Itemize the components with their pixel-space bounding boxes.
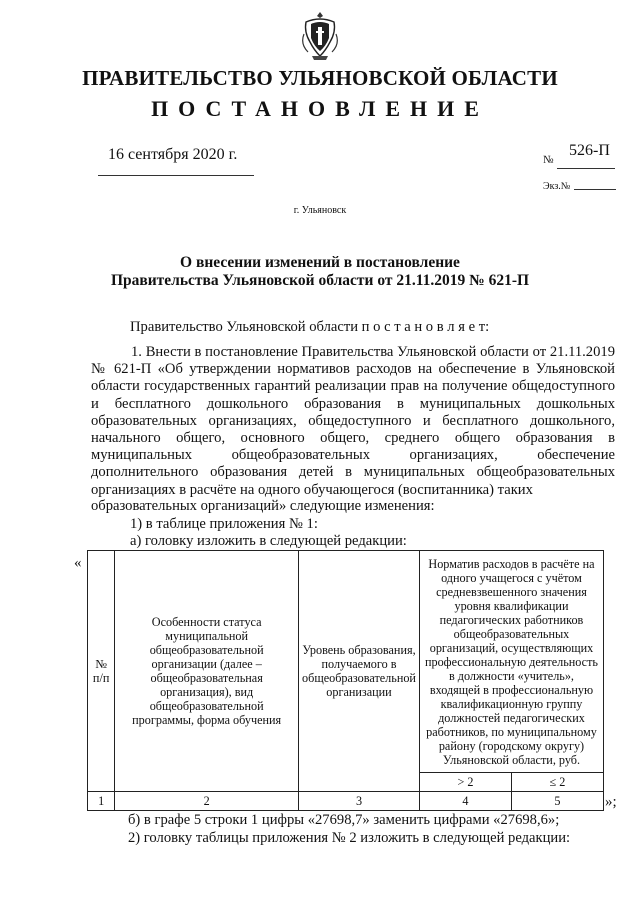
column-number-header: № п/п	[88, 551, 115, 792]
column-norm-header: Норматив расходов в расчёте на одного учащегося с учётом средневзвешенного значения уровня квалификации педагогических работников общеобразовательных организаций, осуществляющих профессиональную деятельность в должности «учитель», входящей в профессиональную квалификационную группу должностей педагогических работников, по муниципальному району (городскому округу) Ульяновской области, руб.	[419, 551, 603, 773]
date-underline	[98, 175, 254, 176]
item-1-paragraph	[91, 344, 615, 499]
number-sign: №	[543, 154, 554, 166]
document-number: 526-П	[569, 142, 610, 159]
city: г. Ульяновск	[293, 205, 347, 216]
ulyanovsk-coat-of-arms-icon	[300, 10, 340, 62]
table-header-appendix-1	[87, 550, 604, 811]
item-1-subitem-1a: а) головку изложить в следующей редакции:	[130, 533, 407, 549]
copy-number-label: Экз.№	[543, 181, 571, 192]
opening-quote: «	[74, 555, 82, 571]
column-level-header: Уровень образования, получаемого в общеобразовательной организации	[299, 551, 420, 792]
subcolumn-less-equal-2: ≤ 2	[511, 773, 603, 792]
column-index-5: 5	[511, 792, 603, 811]
intro-paragraph: Правительство Ульяновской области п о с т а н о в л я е т:	[130, 319, 490, 335]
subject-line-1: О внесении изменений в постановление	[180, 254, 460, 271]
item-1-subitem-1: 1) в таблице приложения № 1:	[130, 516, 318, 532]
copy-number-underline	[574, 189, 616, 190]
item-1-last-line: образовательных организаций» следующие изменения:	[91, 498, 435, 514]
document-subject	[0, 254, 640, 290]
item-1-subitem-1b: б) в графе 5 строки 1 цифры «27698,7» заменить цифрами «27698,6»;	[128, 812, 560, 828]
column-index-2: 2	[115, 792, 299, 811]
subcolumn-greater-than-2: > 2	[419, 773, 511, 792]
closing-quote: »;	[605, 794, 617, 810]
subject-line-2: Правительства Ульяновской области от 21.11.2019 № 621-П	[110, 272, 530, 289]
item-1-text: 1. Внести в постановление Правительства Ульяновской области от 21.11.2019 № 621-П «Об утверждении нормативов расходов на обеспечение в Ульяновской области государственных гарантий реализации прав на получение общедоступного и бесплатного дошкольного образования в муниципальных дошкольных образовательных организациях, общедоступного и бесплатного дошкольного, начального общего, основного общего, среднего общего образования в муниципальных общеобразовательных организациях, обеспечение дополнительного образования детей в муниципальных общеобразовательных организациях в расчёте на одного обучающегося (воспитанника) таких	[91, 344, 615, 498]
government-title: ПРАВИТЕЛЬСТВО УЛЬЯНОВСКОЙ ОБЛАСТИ	[82, 66, 558, 90]
item-1-subitem-2: 2) головку таблицы приложения № 2 изложить в следующей редакции:	[128, 830, 571, 846]
column-index-1: 1	[88, 792, 115, 811]
document-date: 16 сентября 2020 г.	[108, 146, 238, 163]
column-index-3: 3	[299, 792, 420, 811]
number-underline	[557, 168, 615, 169]
document-type: ПОСТАНОВЛЕНИЕ	[151, 96, 489, 121]
column-index-4: 4	[419, 792, 511, 811]
column-features-header: Особенности статуса муниципальной общеобразовательной организации (далее – общеобразовательная организация), вид общеобразовательной программы, форма обучения	[115, 551, 299, 792]
